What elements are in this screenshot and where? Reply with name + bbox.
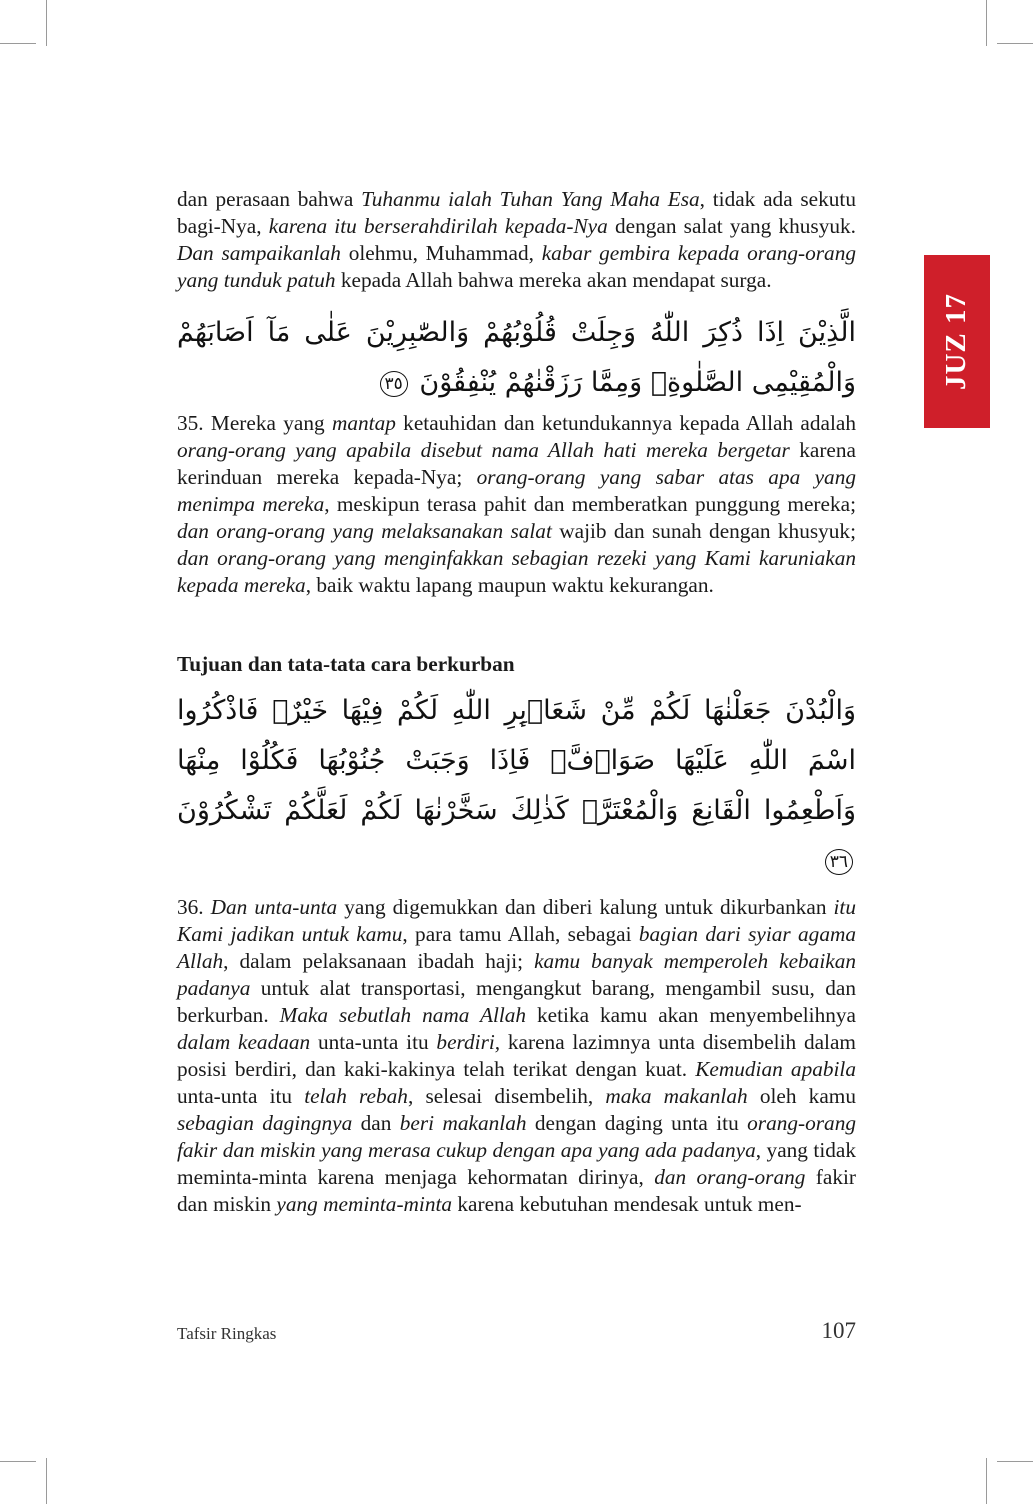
crop-mark — [997, 43, 1033, 44]
para-36-run: kamu banyak memperoleh kebaikan padanya — [177, 949, 856, 1000]
para-36-run: orang-orang fakir dan miskin yang merasa cukup dengan apa yang ada padanya — [177, 1111, 856, 1162]
para-36-run: Kemudian apabila — [695, 1057, 856, 1081]
para-intro-run: dan perasaan bahwa — [177, 187, 362, 211]
para-intro-run: kabar gembira kepada orang-orang yang tunduk patuh — [177, 241, 857, 292]
para-36-run: dan — [352, 1111, 400, 1135]
paragraph-verse-35 — [177, 410, 856, 599]
para-36-run: , yang tidak meminta-minta karena menjaga kehormatan dirinya, — [177, 1138, 856, 1189]
para-36-run: unta-unta itu — [310, 1030, 437, 1054]
para-35-run: karena kerinduan mereka kepada-Nya; — [177, 438, 856, 489]
para-36-run: dengan daging unta itu — [526, 1111, 748, 1135]
crop-mark — [0, 43, 36, 44]
para-35-run: dan orang-orang yang menginfakkan sebagian rezeki yang Kami karuniakan kepada mereka — [177, 546, 856, 597]
para-36-run: karena kebutuhan mendesak untuk men- — [452, 1192, 802, 1216]
crop-mark — [0, 1461, 36, 1462]
juz-tab — [924, 255, 990, 428]
para-35-run: 35. Mereka yang — [177, 411, 332, 435]
para-36-run: ketika kamu akan menyembelihnya — [526, 1003, 856, 1027]
para-intro-run: olehmu, Muhammad, — [340, 241, 542, 265]
para-36-run: telah rebah — [304, 1084, 408, 1108]
arabic-verse-36-text: وَالْبُدْنَ جَعَلْنٰهَا لَكُمْ مِّنْ شَعَاۤىِٕرِ اللّٰهِ لَكُمْ فِيْهَا خَيْرٌۖ فَاذْكُرُوا اسْمَ اللّٰهِ عَلَيْهَا صَوَاۤفَّۚ فَاِذَا وَجَبَتْ جُنُوْبُهَا فَكُلُوْا مِنْهَا وَاَطْعِمُوا الْقَانِعَ وَالْمُعْتَرَّۗ كَذٰلِكَ سَخَّرْنٰهَا لَكُمْ لَعَلَّكُمْ تَشْكُرُوْنَ — [177, 695, 856, 826]
para-intro-run: kepada Allah bahwa mereka akan mendapat surga. — [335, 268, 772, 292]
para-36-run: 36. — [177, 895, 211, 919]
page-content — [177, 186, 856, 1218]
para-intro-run: karena itu berserahdirilah kepada-Nya — [268, 214, 608, 238]
para-intro-run: dengan salat yang khusyuk. — [607, 214, 856, 238]
crop-mark — [986, 0, 987, 46]
para-36-run: untuk alat transportasi, mengangkut barang, mengambil susu, dan berkurban. — [177, 976, 856, 1027]
para-36-run: unta-unta itu — [177, 1084, 305, 1108]
para-36-run: yang meminta-minta — [276, 1192, 453, 1216]
para-35-run: orang-orang yang apabila disebut nama Allah hati mereka bergetar — [177, 438, 790, 462]
crop-mark — [986, 1458, 987, 1504]
para-35-run: ketauhidan dan ketundukannya kepada Allah adalah — [395, 411, 856, 435]
juz-tab-label: JUZ 17 — [940, 292, 973, 391]
para-intro-run: , tidak ada sekutu bagi-Nya, — [177, 187, 856, 238]
para-35-run: wajib dan sunah dengan khusyuk; — [551, 519, 856, 543]
para-35-run: dan orang-orang yang melaksanakan salat — [177, 519, 552, 543]
para-36-run: fakir dan miskin — [177, 1165, 856, 1216]
crop-mark — [46, 0, 47, 46]
para-36-run: Maka sebutlah nama Allah — [279, 1003, 527, 1027]
para-35-run: orang-orang yang sabar atas apa yang menimpa mereka — [177, 465, 856, 516]
para-36-run: yang digemukkan dan diberi kalung untuk dikurbankan — [337, 895, 834, 919]
para-intro-run: Tuhanmu ialah Tuhan Yang Maha Esa — [361, 187, 700, 211]
para-35-run: , meskipun terasa pahit dan memberatkan punggung mereka; — [324, 492, 856, 516]
ayah-number-36: ٣٦ — [825, 849, 853, 875]
para-36-run: , selesai disembelih, — [407, 1084, 606, 1108]
para-36-run: dalam keadaan — [177, 1030, 311, 1054]
arabic-verse-36 — [177, 686, 856, 886]
para-36-run: dan orang-orang — [654, 1165, 806, 1189]
paragraph-verse-36 — [177, 894, 856, 1218]
page-number: 107 — [821, 1318, 856, 1343]
para-36-run: itu Kami jadikan untuk kamu — [177, 895, 856, 946]
para-35-run: , baik waktu lapang maupun waktu kekurangan. — [305, 573, 714, 597]
crop-mark — [997, 1461, 1033, 1462]
para-intro-run: Dan sampaikanlah — [177, 241, 341, 265]
ayah-number-35: ٣٥ — [380, 371, 408, 397]
arabic-verse-35-text: الَّذِيْنَ اِذَا ذُكِرَ اللّٰهُ وَجِلَتْ قُلُوْبُهُمْ وَالصّٰبِرِيْنَ عَلٰى مَآ اَصَابَهُمْ وَالْمُقِيْمِى الصَّلٰوةِۙ وَمِمَّا رَزَقْنٰهُمْ يُنْفِقُوْنَ — [177, 317, 856, 398]
footer-book-title: Tafsir Ringkas — [177, 1324, 277, 1343]
para-36-run: Dan unta-unta — [210, 895, 338, 919]
para-36-run: beri makanlah — [399, 1111, 527, 1135]
para-36-run: karena lazimnya unta disembelih dalam posisi berdiri, dan kaki-kakinya telah terikat dengan kuat. — [177, 1030, 856, 1081]
para-36-run: maka makanlah — [605, 1084, 748, 1108]
section-heading: Tujuan dan tata-tata cara berkurban — [177, 652, 515, 676]
para-36-run: , para tamu Allah, sebagai — [402, 922, 639, 946]
para-36-run: , dalam pelaksanaan ibadah haji; — [223, 949, 535, 973]
para-36-run: oleh kamu — [747, 1084, 856, 1108]
para-36-run: berdiri, — [436, 1030, 501, 1054]
para-36-run: bagian dari syiar agama Allah — [177, 922, 857, 973]
arabic-verse-35 — [177, 308, 856, 408]
para-36-run: sebagian dagingnya — [177, 1111, 353, 1135]
paragraph-intro — [177, 186, 856, 294]
crop-mark — [46, 1458, 47, 1504]
para-35-run: mantap — [331, 411, 396, 435]
